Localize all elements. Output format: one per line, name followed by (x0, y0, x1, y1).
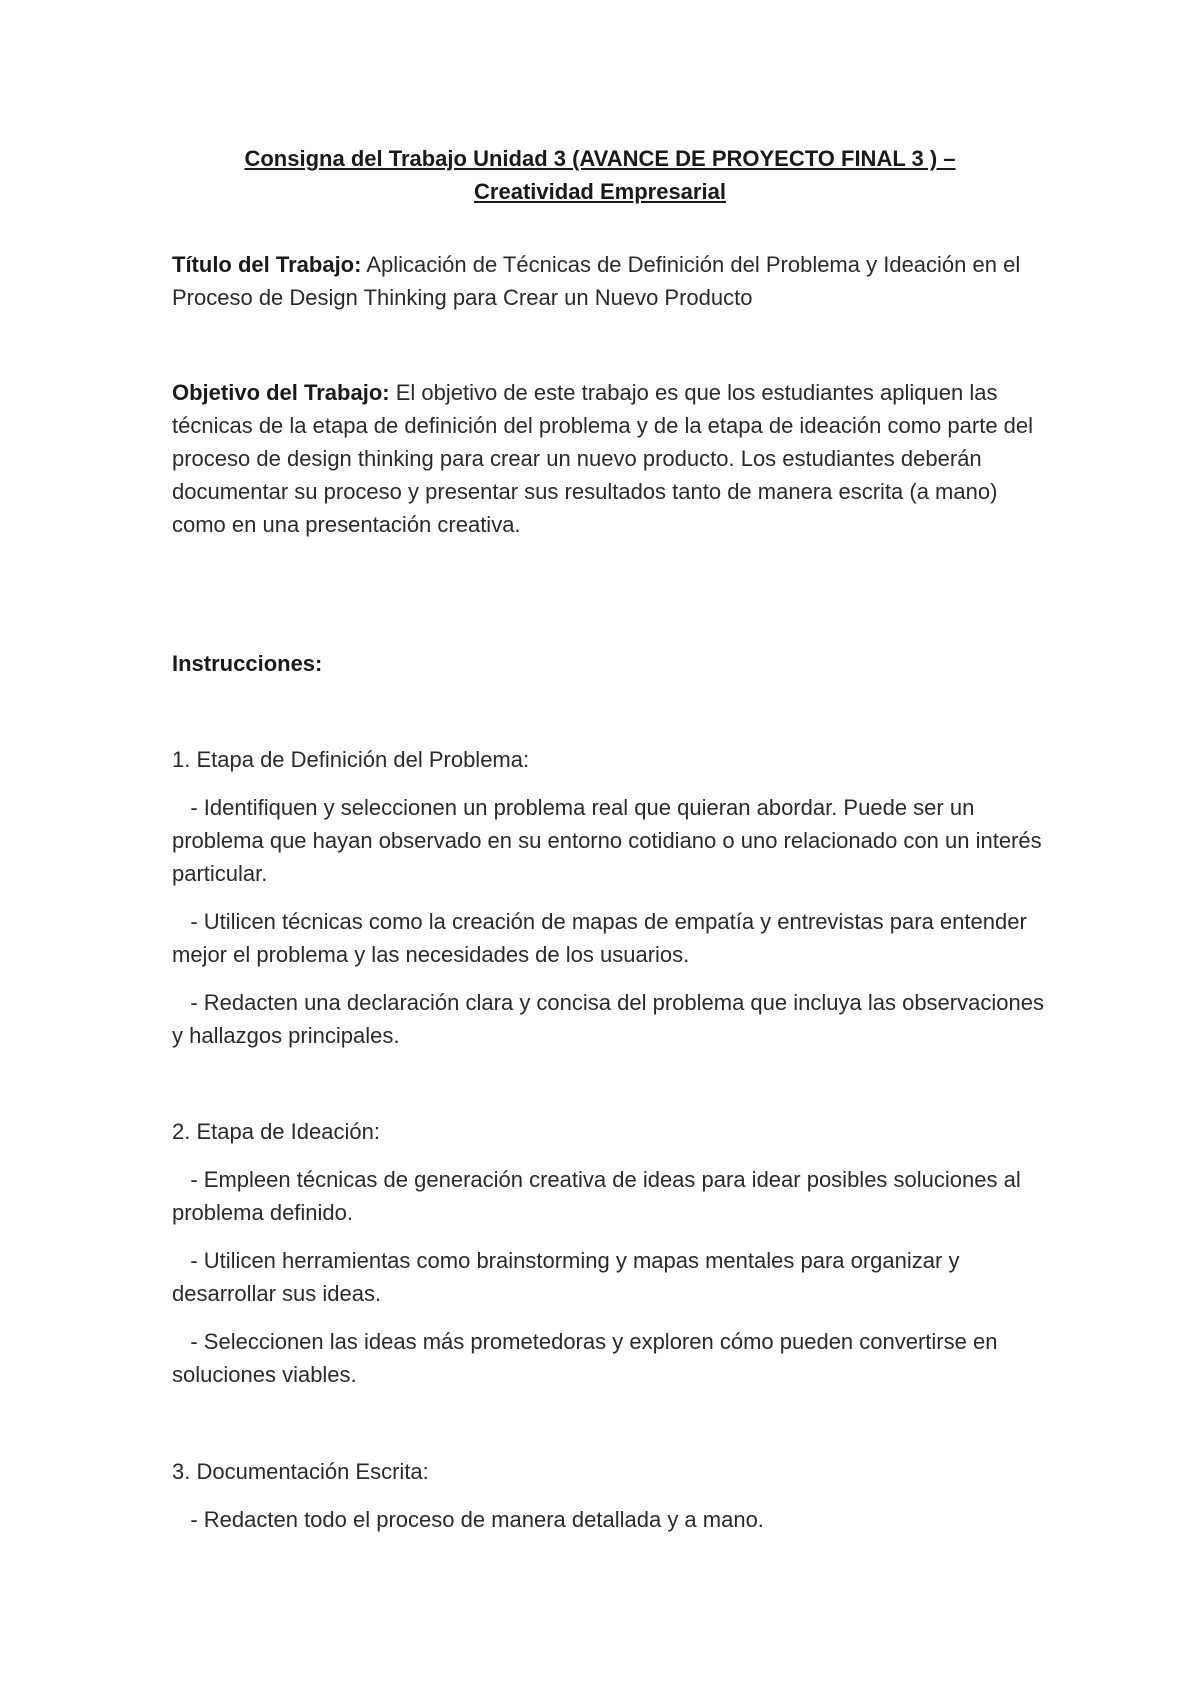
objetivo-label: Objetivo del Trabajo: (172, 380, 390, 405)
section-3-heading: 3. Documentación Escrita: (172, 1459, 429, 1484)
section-2-item-2 (172, 1244, 1052, 1310)
titulo-trabajo-label: Título del Trabajo: (172, 252, 362, 277)
section-1-item-1 (172, 791, 1052, 890)
section-2-heading: 2. Etapa de Ideación: (172, 1119, 380, 1144)
section-1-item-3-text: - Redacten una declaración clara y concisa del problema que incluya las observaciones y hallazgos principales. (172, 990, 1044, 1048)
section-1-item-2-text: - Utilicen técnicas como la creación de mapas de empatía y entrevistas para entender mejor el problema y las necesidades de los usuarios. (172, 909, 1027, 967)
objetivo-text: El objetivo de este trabajo es que los estudiantes apliquen las técnicas de la etapa de definición del problema y de la etapa de ideación como parte del proceso de design thinking para crear un nuevo producto. Los estudiantes deberán documentar su proceso y presentar sus resultados tanto de manera escrita (a mano) como en una presentación creativa. (172, 380, 1034, 537)
document-title (120, 142, 1080, 208)
section-1-item-2 (172, 905, 1052, 971)
section-3-item-1 (172, 1503, 1052, 1536)
section-3-item-1-text: - Redacten todo el proceso de manera detallada y a mano. (190, 1507, 764, 1532)
title-line-1: Consigna del Trabajo Unidad 3 (AVANCE DE PROYECTO FINAL 3 ) – (244, 146, 956, 171)
section-1-item-3 (172, 986, 1052, 1052)
title-line-2: Creatividad Empresarial (474, 179, 726, 204)
section-2-item-3-text: - Seleccionen las ideas más prometedoras y exploren cómo pueden convertirse en soluciones viables. (172, 1329, 998, 1387)
section-2-item-1 (172, 1163, 1052, 1229)
section-2-item-1-text: - Empleen técnicas de generación creativa de ideas para idear posibles soluciones al problema definido. (172, 1167, 1021, 1225)
objetivo-paragraph (172, 376, 1052, 541)
instrucciones-heading: Instrucciones: (172, 651, 323, 676)
titulo-trabajo-text: Aplicación de Técnicas de Definición del Problema y Ideación en el Proceso de Design Thinking para Crear un Nuevo Producto (172, 252, 1021, 310)
section-2-item-3 (172, 1325, 1052, 1391)
titulo-trabajo-paragraph (172, 248, 1052, 314)
section-2-item-2-text: - Utilicen herramientas como brainstorming y mapas mentales para organizar y desarrollar sus ideas. (172, 1248, 960, 1306)
section-1-heading: 1. Etapa de Definición del Problema: (172, 747, 530, 772)
section-1-item-1-text: - Identifiquen y seleccionen un problema real que quieran abordar. Puede ser un problema que hayan observado en su entorno cotidiano o uno relacionado con un interés particular. (172, 795, 1042, 886)
